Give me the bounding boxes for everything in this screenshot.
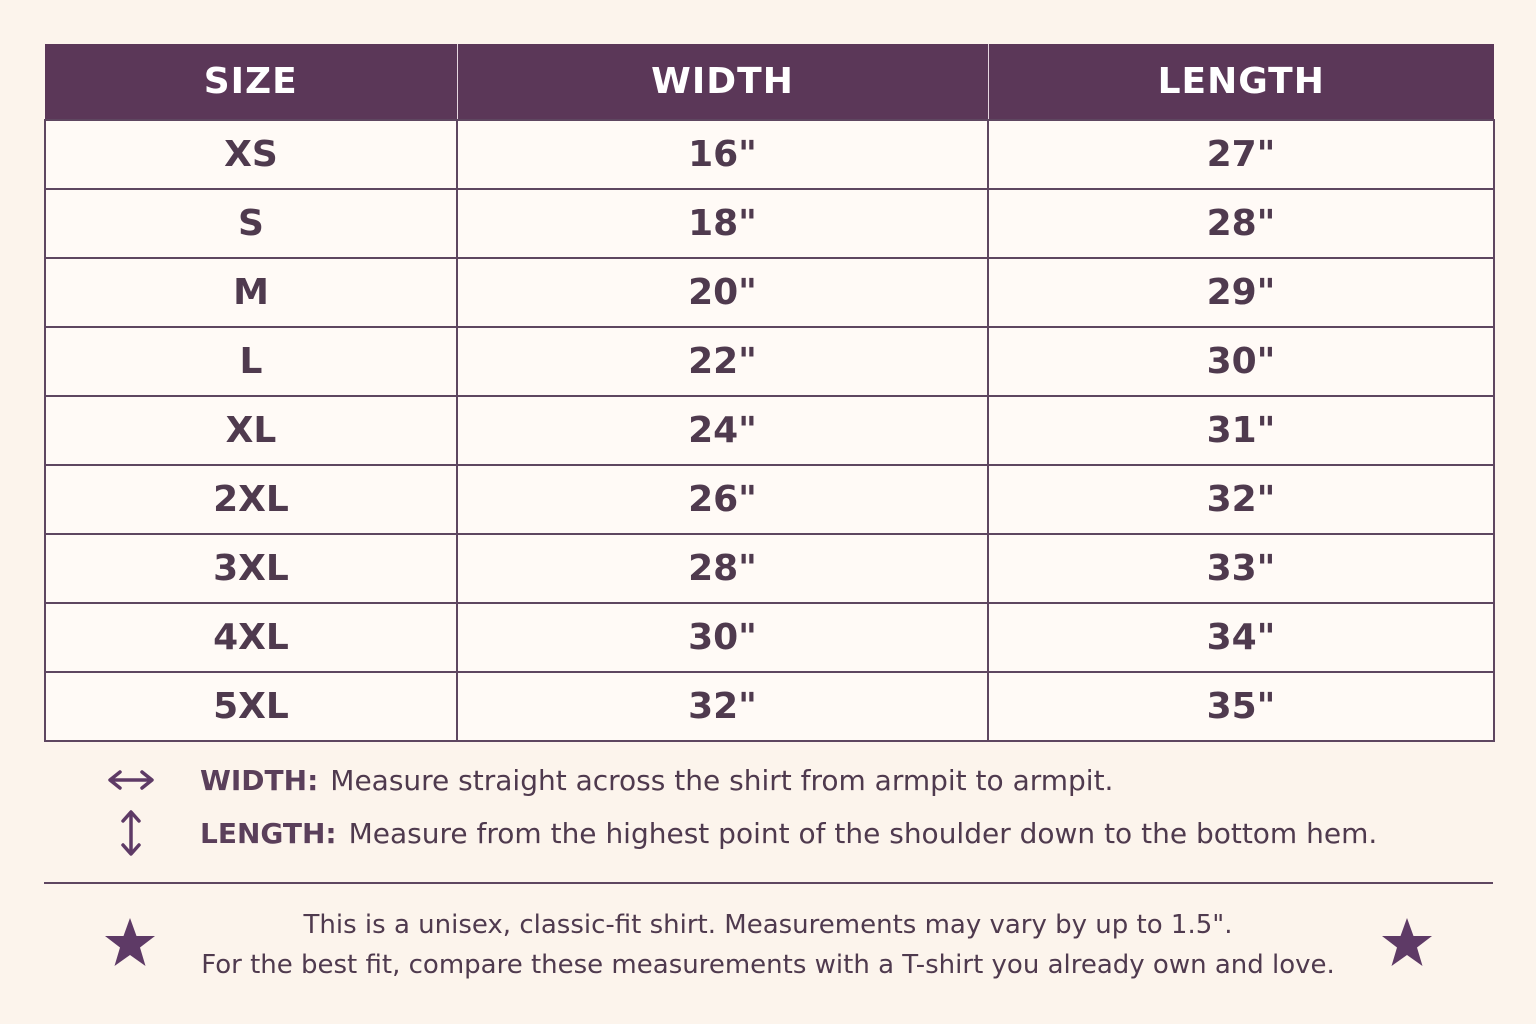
length-cell: 29" [988,258,1494,327]
header-size: SIZE [45,44,457,120]
size-cell: XL [45,396,457,465]
width-cell: 18" [457,189,988,258]
width-instruction-text: Measure straight across the shirt from armpit to armpit. [330,763,1114,797]
table-row [45,120,1494,189]
size-cell: 3XL [45,534,457,603]
size-cell: M [45,258,457,327]
table-row [45,465,1494,534]
table-row [45,258,1494,327]
table-row [45,189,1494,258]
vertical-double-arrow-icon [105,809,157,857]
table-row [45,672,1494,741]
table-row [45,327,1494,396]
star-icon [1379,916,1435,972]
width-cell: 20" [457,258,988,327]
size-cell: 2XL [45,465,457,534]
width-instruction-label: WIDTH: [200,763,319,797]
fit-note-line-1: This is a unisex, classic-fit shirt. Measurements may vary by up to 1.5". [303,910,1233,940]
length-cell: 27" [988,120,1494,189]
fit-note-line-2: For the best fit, compare these measurements with a T-shirt you already own and love. [201,950,1335,980]
divider [44,882,1493,884]
width-cell: 26" [457,465,988,534]
size-cell: 4XL [45,603,457,672]
header-length: LENGTH [988,44,1494,120]
header-width: WIDTH [457,44,988,120]
size-cell: S [45,189,457,258]
width-cell: 32" [457,672,988,741]
table-header-row [45,44,1494,120]
width-cell: 24" [457,396,988,465]
length-instruction-text: Measure from the highest point of the shoulder down to the bottom hem. [348,816,1378,850]
length-cell: 35" [988,672,1494,741]
size-chart-table [44,44,1495,742]
size-cell: L [45,327,457,396]
length-cell: 33" [988,534,1494,603]
width-cell: 22" [457,327,988,396]
width-cell: 28" [457,534,988,603]
width-instruction [105,760,1113,800]
length-cell: 30" [988,327,1494,396]
size-cell: 5XL [45,672,457,741]
width-cell: 30" [457,603,988,672]
length-cell: 31" [988,396,1494,465]
length-cell: 28" [988,189,1494,258]
length-instruction [105,813,1377,853]
size-cell: XS [45,120,457,189]
table-row [45,603,1494,672]
width-cell: 16" [457,120,988,189]
horizontal-double-arrow-icon [105,756,157,804]
length-cell: 34" [988,603,1494,672]
table-row [45,534,1494,603]
star-icon [102,916,158,972]
fit-note [180,905,1356,985]
length-instruction-label: LENGTH: [200,816,337,850]
table-row [45,396,1494,465]
length-cell: 32" [988,465,1494,534]
